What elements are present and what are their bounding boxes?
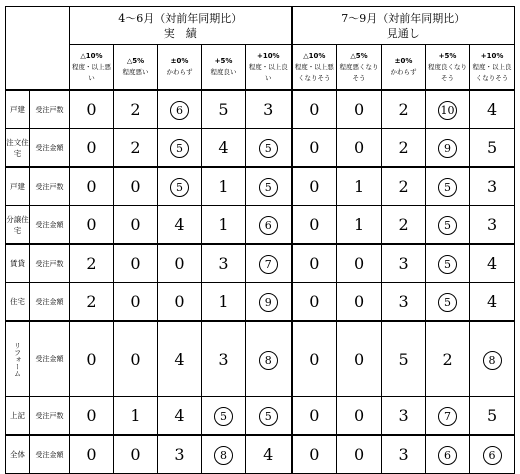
forecast-count-cell <box>292 435 337 474</box>
forecast-count-cell <box>337 321 382 397</box>
circled-count: 5 <box>438 255 457 274</box>
forecast-count-cell <box>426 129 470 168</box>
circled-count: 7 <box>259 255 278 274</box>
actual-count-cell <box>202 321 246 397</box>
level-description: 程度悪い <box>122 68 149 76</box>
circled-count: 5 <box>259 407 278 426</box>
count-value: 0 <box>86 100 97 119</box>
forecast-count-cell <box>382 435 426 474</box>
actual-level-header <box>158 45 202 91</box>
level-description: かわらず <box>166 68 193 76</box>
count-value: 4 <box>174 406 185 425</box>
count-value: 2 <box>398 177 409 196</box>
actual-count-cell <box>246 435 292 474</box>
table-row <box>6 397 515 436</box>
count-value: 0 <box>86 406 97 425</box>
circled-count: 5 <box>170 139 189 158</box>
category-label: 全体 <box>6 435 30 474</box>
count-value: 2 <box>130 100 141 119</box>
level-description: 程度悪くなりそう <box>339 62 379 82</box>
count-value: 0 <box>86 215 97 234</box>
count-value: 5 <box>486 138 498 157</box>
level-description: 程度・以上良い <box>248 62 288 82</box>
count-value: 0 <box>174 254 185 273</box>
count-value: 0 <box>353 254 365 273</box>
count-value: 4 <box>486 254 498 273</box>
actual-group-sub: 実 績 <box>163 26 197 40</box>
forecast-count-cell <box>292 283 337 322</box>
actual-count-cell <box>202 283 246 322</box>
count-value: 0 <box>174 292 185 311</box>
count-value: 2 <box>86 292 97 311</box>
count-value: 0 <box>130 445 141 464</box>
actual-count-cell <box>70 206 114 245</box>
level-description: 程度良くなりそう <box>428 62 468 82</box>
forecast-count-cell <box>470 244 515 283</box>
circled-count: 5 <box>438 293 457 312</box>
category-label: 住宅 <box>6 283 30 322</box>
count-value: 4 <box>263 445 274 464</box>
forecast-group-sub: 見通し <box>386 26 420 40</box>
forecast-count-cell <box>292 321 337 397</box>
circled-count: 5 <box>170 178 189 197</box>
count-value: 0 <box>86 445 97 464</box>
forecast-level-header <box>470 45 515 91</box>
metric-label: 受注金額 <box>30 206 70 245</box>
count-value: 4 <box>218 138 229 157</box>
forecast-count-cell <box>426 397 470 436</box>
forecast-count-cell <box>337 167 382 206</box>
circled-count: 6 <box>170 101 189 120</box>
count-value: 0 <box>130 215 141 234</box>
forecast-count-cell <box>426 167 470 206</box>
count-value: 0 <box>353 349 365 369</box>
circled-count: 9 <box>259 293 278 312</box>
count-value: 0 <box>353 138 365 157</box>
actual-count-cell <box>114 321 158 397</box>
forecast-count-cell <box>337 244 382 283</box>
forecast-count-cell <box>470 283 515 322</box>
forecast-group-header <box>292 7 515 45</box>
category-label: 賃貸 <box>6 244 30 283</box>
count-value: 0 <box>309 215 320 234</box>
count-value: 3 <box>486 177 498 196</box>
circled-count: 7 <box>438 407 457 426</box>
actual-count-cell <box>202 206 246 245</box>
circled-count: 6 <box>259 216 278 235</box>
category-label: 注文住宅 <box>6 129 30 168</box>
metric-label: 受注戸数 <box>30 90 70 129</box>
category-label: リフォーム <box>6 321 30 397</box>
actual-count-cell <box>202 244 246 283</box>
actual-count-cell <box>246 90 292 129</box>
count-value: 1 <box>130 406 141 425</box>
forecast-count-cell <box>382 321 426 397</box>
actual-count-cell <box>246 397 292 436</box>
count-value: 0 <box>309 177 320 196</box>
level-percent: △5% <box>350 51 368 60</box>
count-value: 2 <box>398 215 409 234</box>
actual-count-cell <box>70 90 114 129</box>
level-percent: +10% <box>480 51 504 60</box>
survey-table <box>5 6 515 474</box>
table-row <box>6 90 515 129</box>
actual-count-cell <box>158 206 202 245</box>
count-value: 0 <box>353 406 365 425</box>
forecast-count-cell <box>382 90 426 129</box>
forecast-count-cell <box>470 167 515 206</box>
actual-count-cell <box>202 397 246 436</box>
circled-count: 5 <box>259 139 278 158</box>
forecast-count-cell <box>426 283 470 322</box>
count-value: 0 <box>130 177 141 196</box>
count-value: 1 <box>353 177 365 196</box>
count-value: 4 <box>174 349 185 369</box>
actual-count-cell <box>246 244 292 283</box>
actual-count-cell <box>114 397 158 436</box>
count-value: 0 <box>309 138 320 157</box>
forecast-count-cell <box>292 167 337 206</box>
forecast-count-cell <box>426 90 470 129</box>
level-description: 程度・以上悪い <box>72 62 111 82</box>
forecast-count-cell <box>426 244 470 283</box>
level-description: 程度良い <box>210 68 237 76</box>
actual-count-cell <box>114 206 158 245</box>
forecast-count-cell <box>382 167 426 206</box>
forecast-count-cell <box>382 129 426 168</box>
forecast-count-cell <box>382 397 426 436</box>
count-value: 3 <box>218 254 229 273</box>
actual-count-cell <box>246 129 292 168</box>
actual-count-cell <box>114 90 158 129</box>
corner-cell <box>6 7 70 91</box>
level-percent: ±0% <box>170 57 189 65</box>
actual-count-cell <box>114 244 158 283</box>
actual-count-cell <box>202 129 246 168</box>
actual-count-cell <box>70 167 114 206</box>
table-row <box>6 206 515 245</box>
actual-count-cell <box>202 435 246 474</box>
count-value: 0 <box>86 177 97 196</box>
actual-count-cell <box>246 167 292 206</box>
forecast-count-cell <box>337 206 382 245</box>
count-value: 4 <box>174 215 185 234</box>
count-value: 3 <box>398 292 409 311</box>
count-value: 4 <box>486 292 498 311</box>
count-value: 5 <box>218 100 229 119</box>
circled-count: 5 <box>214 407 233 426</box>
metric-label: 受注金額 <box>30 321 70 397</box>
forecast-level-header <box>337 45 382 91</box>
circled-count: 5 <box>438 178 457 197</box>
circled-count: 8 <box>214 446 233 465</box>
actual-count-cell <box>70 321 114 397</box>
level-description: 程度・以上良くなりそう <box>472 62 512 82</box>
count-value: 0 <box>130 349 141 369</box>
count-value: 0 <box>309 100 320 119</box>
table-row <box>6 244 515 283</box>
level-percent: +10% <box>256 51 280 60</box>
actual-count-cell <box>114 129 158 168</box>
count-value: 3 <box>398 254 409 273</box>
count-value: 2 <box>130 138 141 157</box>
forecast-count-cell <box>292 397 337 436</box>
actual-count-cell <box>202 167 246 206</box>
actual-level-header <box>70 45 114 91</box>
category-label: 戸建 <box>6 90 30 129</box>
forecast-count-cell <box>470 206 515 245</box>
forecast-count-cell <box>426 321 470 397</box>
actual-count-cell <box>158 321 202 397</box>
count-value: 0 <box>309 445 320 464</box>
count-value: 0 <box>353 100 365 119</box>
metric-label: 受注戸数 <box>30 167 70 206</box>
circled-count: 6 <box>438 446 457 465</box>
circled-count: 5 <box>259 178 278 197</box>
actual-count-cell <box>70 244 114 283</box>
count-value: 5 <box>398 349 409 369</box>
forecast-count-cell <box>470 90 515 129</box>
forecast-count-cell <box>382 244 426 283</box>
actual-count-cell <box>158 244 202 283</box>
forecast-count-cell <box>337 435 382 474</box>
table-row <box>6 435 515 474</box>
count-value: 0 <box>86 138 97 157</box>
forecast-level-header <box>292 45 337 91</box>
category-label: 戸建 <box>6 167 30 206</box>
count-value: 3 <box>398 445 409 464</box>
level-percent: △10% <box>80 51 103 60</box>
count-value: 2 <box>86 254 97 273</box>
circled-count: 6 <box>483 446 502 465</box>
forecast-count-cell <box>426 206 470 245</box>
level-percent: ±0% <box>394 57 413 65</box>
actual-count-cell <box>70 397 114 436</box>
actual-count-cell <box>158 129 202 168</box>
actual-count-cell <box>70 435 114 474</box>
circled-count: 5 <box>438 216 457 235</box>
forecast-count-cell <box>426 435 470 474</box>
actual-count-cell <box>158 167 202 206</box>
category-label: 上記 <box>6 397 30 436</box>
actual-count-cell <box>246 321 292 397</box>
actual-count-cell <box>70 283 114 322</box>
count-value: 1 <box>353 215 365 234</box>
metric-label: 受注金額 <box>30 129 70 168</box>
forecast-level-header <box>426 45 470 91</box>
actual-level-header <box>114 45 158 91</box>
forecast-count-cell <box>337 129 382 168</box>
table-row <box>6 283 515 322</box>
count-value: 3 <box>486 215 498 234</box>
level-percent: +5% <box>214 57 233 65</box>
count-value: 2 <box>398 100 409 119</box>
count-value: 1 <box>218 177 229 196</box>
table-row <box>6 167 515 206</box>
actual-count-cell <box>158 435 202 474</box>
count-value: 2 <box>398 138 409 157</box>
actual-count-cell <box>246 206 292 245</box>
level-percent: △5% <box>126 57 145 65</box>
circled-count: 8 <box>259 351 278 370</box>
forecast-count-cell <box>382 283 426 322</box>
count-value: 4 <box>486 100 498 119</box>
table-row <box>6 129 515 168</box>
actual-group-title: 4～6月（対前年同期比） <box>118 11 243 25</box>
level-percent: △10% <box>303 51 326 60</box>
count-value: 0 <box>86 349 97 369</box>
actual-count-cell <box>114 283 158 322</box>
actual-count-cell <box>114 435 158 474</box>
table-row <box>6 321 515 397</box>
forecast-count-cell <box>470 321 515 397</box>
metric-label: 受注戸数 <box>30 244 70 283</box>
level-percent: +5% <box>438 51 457 60</box>
count-value: 0 <box>309 292 320 311</box>
metric-label: 受注戸数 <box>30 397 70 436</box>
actual-count-cell <box>70 129 114 168</box>
circled-count: 9 <box>438 139 457 158</box>
actual-count-cell <box>158 90 202 129</box>
forecast-level-header <box>382 45 426 91</box>
count-value: 1 <box>218 215 229 234</box>
count-value: 3 <box>398 406 409 425</box>
forecast-count-cell <box>470 397 515 436</box>
count-value: 3 <box>174 445 185 464</box>
count-value: 3 <box>218 349 229 369</box>
forecast-count-cell <box>292 129 337 168</box>
count-value: 0 <box>309 349 320 369</box>
count-value: 0 <box>353 292 365 311</box>
actual-count-cell <box>158 397 202 436</box>
count-value: 5 <box>486 406 498 425</box>
circled-count: 8 <box>483 351 502 370</box>
count-value: 3 <box>263 100 274 119</box>
level-description: 程度・以上悪くなりそう <box>294 62 334 82</box>
actual-level-header <box>202 45 246 91</box>
actual-level-header <box>246 45 292 91</box>
count-value: 0 <box>309 406 320 425</box>
metric-label: 受注金額 <box>30 283 70 322</box>
actual-count-cell <box>114 167 158 206</box>
forecast-count-cell <box>292 206 337 245</box>
actual-count-cell <box>202 90 246 129</box>
count-value: 0 <box>130 254 141 273</box>
count-value: 1 <box>218 292 229 311</box>
count-value: 0 <box>309 254 320 273</box>
actual-count-cell <box>158 283 202 322</box>
level-description: かわらず <box>390 68 417 76</box>
actual-count-cell <box>246 283 292 322</box>
forecast-count-cell <box>337 90 382 129</box>
forecast-count-cell <box>337 283 382 322</box>
count-value: 2 <box>442 349 453 369</box>
forecast-count-cell <box>382 206 426 245</box>
count-value: 0 <box>353 445 365 464</box>
actual-group-header <box>70 7 292 45</box>
category-label: 分譲住宅 <box>6 206 30 245</box>
forecast-count-cell <box>292 90 337 129</box>
forecast-count-cell <box>470 435 515 474</box>
forecast-count-cell <box>470 129 515 168</box>
forecast-group-title: 7～9月（対前年同期比） <box>341 11 466 25</box>
forecast-count-cell <box>337 397 382 436</box>
count-value: 0 <box>130 292 141 311</box>
forecast-count-cell <box>292 244 337 283</box>
circled-count: 10 <box>438 101 457 120</box>
metric-label: 受注金額 <box>30 435 70 474</box>
